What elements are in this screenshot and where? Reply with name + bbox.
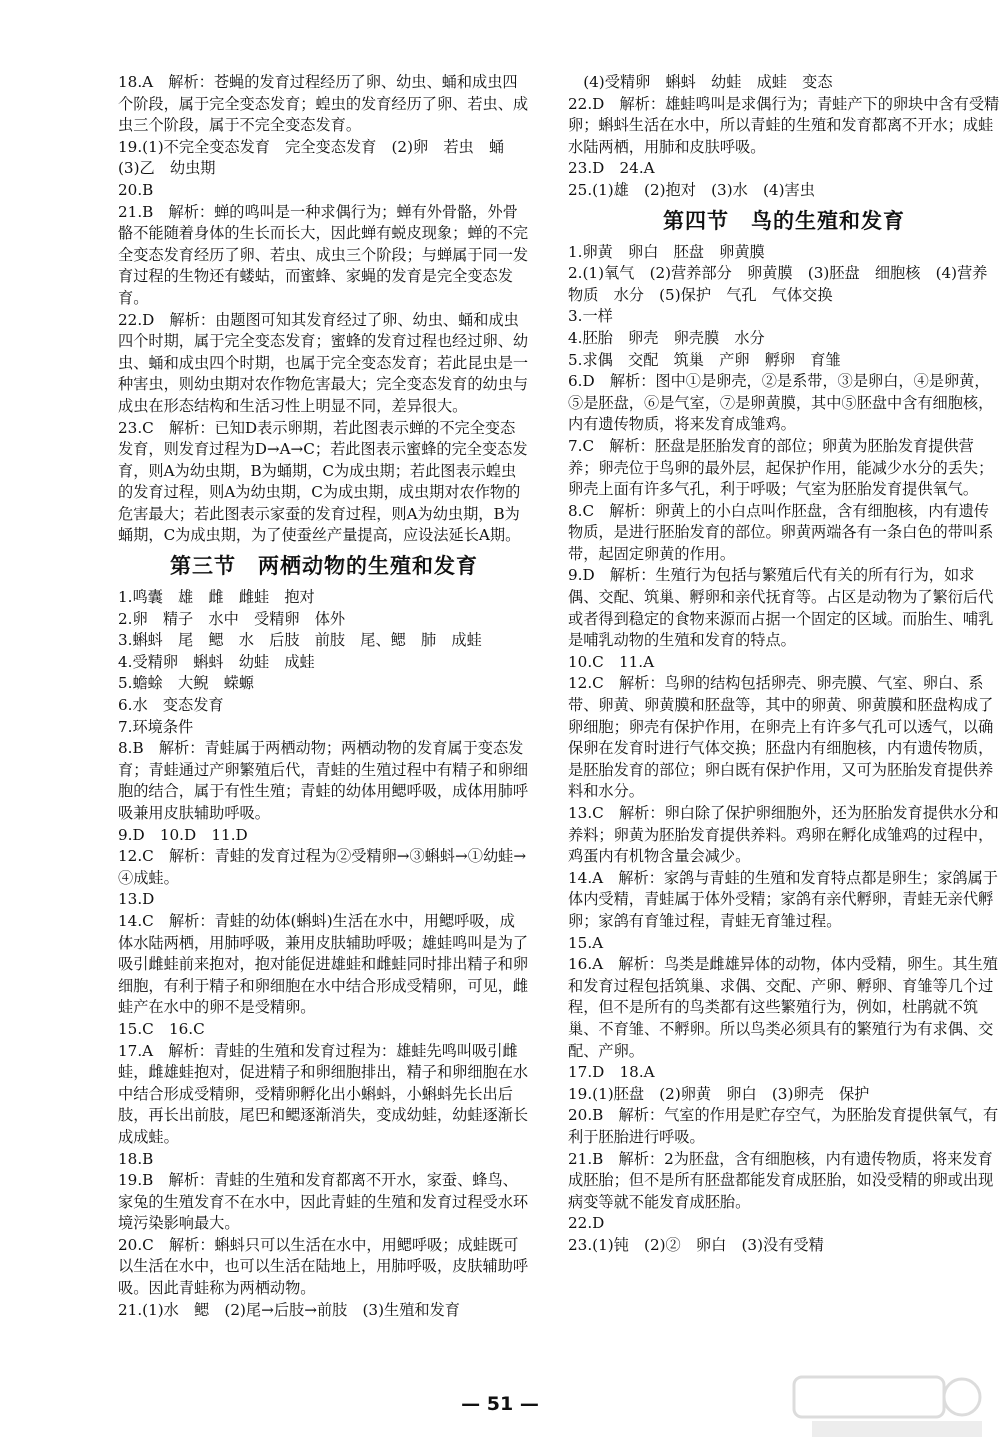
answer-item: 16.A 解析：鸟类是雌雄异体的动物，体内受精，卵生。其生殖和发育过程包括筑巢、求偶、交配、产卵、孵卵、育雏等几个过程，但不是所有的鸟类都有这些繁殖行为，例如，杜鹃就不筑巢、不育雏、不孵卵。所以鸟类必须具有的繁殖行为有求偶、交配、产卵。	[568, 955, 998, 1060]
answer-item: 21.B 解析：蝉的鸣叫是一种求偶行为；蝉有外骨骼，外骨骼不能随着身体的生长而长大，因此蝉有蜕皮现象；蝉的不完全变态发育经历了卵、若虫、成虫三个阶段；与蝉属于同一发育过程的生物还有蝼蛄，而蜜蜂、家蝇的发育是完全变态发育。	[118, 202, 529, 307]
answer-item: 10.C 11.A	[568, 652, 655, 671]
answer-item: 19.(1)胚盘 (2)卵黄 卵白 (3)卵壳 保护	[568, 1084, 870, 1103]
answer-item: 21.B 解析：2为胚盘，含有细胞核，内有遗传物质，将来发育成胚胎；但不是所有胚盘都能发育成胚胎，如没受精的卵或出现病变等就不能发育成胚胎。	[568, 1149, 994, 1211]
answer-item: 17.A 解析：青蛙的生殖和发育过程为：雄蛙先鸣叫吸引雌蛙，雌雄蛙抱对，促进精子和卵细胞排出，精子和卵细胞在水中结合形成受精卵，受精卵孵化出小蝌蚪，小蝌蚪先长出后肢，再长出前肢，尾巴和鳃逐渐消失，变成幼蛙，幼蛙逐渐长成成蛙。	[118, 1041, 529, 1146]
answer-item: 18.B	[118, 1149, 154, 1168]
right-answers-part1	[568, 72, 1000, 202]
right-answers-part2	[568, 242, 1000, 1257]
answer-item: 14.C 解析：青蛙的幼体(蝌蚪)生活在水中，用鳃呼吸，成体水陆两栖，用肺呼吸，兼用皮肤辅助呼吸；雄蛙鸣叫是为了吸引雌蛙前来抱对，抱对能促进雄蛙和雌蛙同时排出精子和卵细胞，有利于精子和卵细胞在水中结合形成受精卵，可见，雌蛙产在水中的卵不是受精卵。	[118, 911, 529, 1017]
answer-item: 19.(1)不完全变态发育 完全变态发育 (2)卵 若虫 蛹 (3)乙 幼虫期	[118, 137, 520, 178]
answer-item: 5.求偶 交配 筑巢 产卵 孵卵 育雏	[568, 350, 841, 369]
answer-item: 23.(1)钝 (2)② 卵白 (3)没有受精	[568, 1235, 824, 1254]
answer-item: 7.环境条件	[118, 717, 194, 736]
left-answers-part2	[118, 587, 530, 1321]
answer-item: 12.C 解析：青蛙的发育过程为②受精卵→③蝌蚪→①幼蛙→④成蛙。	[118, 847, 527, 887]
answer-item: 14.A 解析：家鸽与青蛙的生殖和发育特点都是卵生；家鸽属于体内受精，青蛙属于体外受精；家鸽有亲代孵卵，青蛙无亲代孵卵；家鸽有育雏过程，青蛙无育雏过程。	[568, 868, 998, 930]
left-column	[118, 72, 530, 1321]
answer-item: 15.C 16.C	[118, 1019, 205, 1038]
answer-item: 25.(1)雄 (2)抱对 (3)水 (4)害虫	[568, 180, 815, 199]
answer-item: 19.B 解析：青蛙的生殖和发育都离不开水，家蚕、蜂鸟、家兔的生殖发育不在水中，因此青蛙的生殖和发育过程受水环境污染影响最大。	[118, 1171, 529, 1233]
answer-item: 1.卵黄 卵白 胚盘 卵黄膜	[568, 242, 765, 261]
answer-item: 23.C 解析：已知D表示卵期，若此图表示蝉的不完全变态发育，则发育过程为D→A→C；若此图表示蜜蜂的完全变态发育，则A为幼虫期，B为蛹期，C为成虫期；若此图表示蝗虫的发育过程，则A为幼虫期，C为成虫期，成虫期对农作物的危害最大；若此图表示家蚕的发育过程，则A为幼虫期，B为蛹期，C为成虫期，为了使蚕丝产量提高，应设法延长A期。	[118, 418, 528, 545]
answer-item: 2.(1)氧气 (2)营养部分 卵黄膜 (3)胚盘 细胞核 (4)营养物质 水分 (5)保护 气孔 气体交换	[568, 264, 988, 304]
right-column	[568, 72, 1000, 1256]
answer-item: 15.A	[568, 933, 604, 952]
answer-item: 8.C 解析：卵黄上的小白点叫作胚盘，含有细胞核，内有遗传物质，是进行胚胎发育的部位。卵黄两端各有一条白色的带叫系带，起固定卵黄的作用。	[568, 501, 994, 563]
answer-item: 6.水 变态发育	[118, 696, 224, 715]
answer-item: 22.D	[568, 1214, 605, 1233]
answer-item: 17.D 18.A	[568, 1063, 655, 1082]
answer-item: 1.鸣囊 雄 雌 雌蛙 抱对	[118, 588, 315, 607]
answer-item: 13.C 解析：卵白除了保护卵细胞外，还为胚胎发育提供水分和养料；卵黄为胚胎发育提供养料。鸡卵在孵化成雏鸡的过程中，鸡蛋内有机物含量会减少。	[568, 804, 999, 866]
answer-item: 9.D 10.D 11.D	[118, 825, 248, 844]
answer-item: 9.D 解析：生殖行为包括与繁殖后代有关的所有行为，如求偶、交配、筑巢、孵卵和亲代抚育等。占区是动物为了繁衍后代或者得到稳定的食物来源而占据一个固定的区域。而胎生、哺乳是哺乳动物的生殖和发育的特点。	[568, 566, 994, 650]
answer-item: 3.一样	[568, 307, 613, 326]
answer-item: 20.B 解析：气室的作用是贮存空气，为胚胎发育提供氧气，有利于胚胎进行呼吸。	[568, 1106, 999, 1146]
answer-item: 20.B	[118, 180, 154, 199]
answer-item: 3.蝌蚪 尾 鳃 水 后肢 前肢 尾、鳃 肺 成蛙	[118, 631, 482, 650]
section3-heading: 第三节 两栖动物的生殖和发育	[170, 554, 478, 579]
answer-item: (4)受精卵 蝌蚪 幼蛙 成蛙 变态	[568, 73, 833, 91]
answer-item: 20.C 解析：蝌蚪只可以生活在水中，用鳃呼吸；成蛙既可以生活在水中，也可以生活在陆地上，用肺呼吸，皮肤辅助呼吸。因此青蛙称为两栖动物。	[118, 1235, 529, 1298]
answer-item: 12.C 解析：鸟卵的结构包括卵壳、卵壳膜、气室、卵白、系带、卵黄、卵黄膜和胚盘等，其中的卵黄、卵黄膜和胚盘构成了卵细胞；卵壳有保护作用，在卵壳上有许多气孔可以透气，以确保卵在发育时进行气体交换；胚盘内有细胞核，内有遗传物质，是胚胎发育的部位；卵白既有保护作用，又可为胚胎发育提供养料和水分。	[568, 674, 994, 801]
page-number: — 51 —	[461, 1393, 539, 1415]
answer-item: 6.D 解析：图中①是卵壳，②是系带，③是卵白，④是卵黄，⑤是胚盘，⑥是气室，⑦是卵黄膜，其中⑤胚盘中含有细胞核，内有遗传物质，将来发育成雏鸡。	[568, 372, 994, 434]
answer-item: 8.B 解析：青蛙属于两栖动物；两栖动物的发育属于变态发育；青蛙通过产卵繁殖后代，青蛙的生殖过程中有精子和卵细胞的结合，属于有性生殖；青蛙的幼体用鳃呼吸，成体用肺呼吸兼用皮肤辅助呼吸。	[118, 739, 529, 822]
answer-item: 2.卵 精子 水中 受精卵 体外	[118, 609, 346, 628]
watermark-logo-icon	[792, 1373, 992, 1441]
answer-item: 7.C 解析：胚盘是胚胎发育的部位；卵黄为胚胎发育提供营养；卵壳位于鸟卵的最外层，起保护作用，能减少水分的丢失；卵壳上面有许多气孔，利于呼吸；气室为胚胎发育提供氧气。	[568, 436, 994, 499]
answer-item: 23.D 24.A	[568, 159, 655, 178]
answer-item: 22.D 解析：由题图可知其发育经过了卵、幼虫、蛹和成虫四个时期，属于完全变态发育；蜜蜂的发育过程也经过卵、幼虫、蛹和成虫四个时期，也属于完全变态发育；若此昆虫是一种害虫，则幼虫期对农作物危害最大；完全变态发育的幼虫与成虫在形态结构和生活习性上明显不同，差异很大。	[118, 310, 529, 415]
answer-item: 22.D 解析：雄蛙鸣叫是求偶行为；青蛙产下的卵块中含有受精卵；蝌蚪生活在水中，所以青蛙的生殖和发育都离不开水；成蛙水陆两栖，用肺和皮肤呼吸。	[568, 94, 1000, 156]
answer-item: 5.蟾蜍 大鲵 蝾螈	[118, 674, 254, 693]
answer-item: 21.(1)水 鳃 (2)尾→后肢→前肢 (3)生殖和发育	[118, 1300, 460, 1319]
left-answers-part1	[118, 72, 530, 547]
answer-item: 4.胚胎 卵壳 卵壳膜 水分	[568, 328, 765, 347]
answer-item: 4.受精卵 蝌蚪 幼蛙 成蛙	[118, 652, 315, 671]
answer-item: 18.A 解析：苍蝇的发育过程经历了卵、幼虫、蛹和成虫四个阶段，属于完全变态发育；蝗虫的发育经历了卵、若虫、成虫三个阶段，属于不完全变态发育。	[118, 73, 529, 135]
section4-heading: 第四节 鸟的生殖和发育	[663, 208, 905, 233]
answer-item: 13.D	[118, 890, 155, 909]
